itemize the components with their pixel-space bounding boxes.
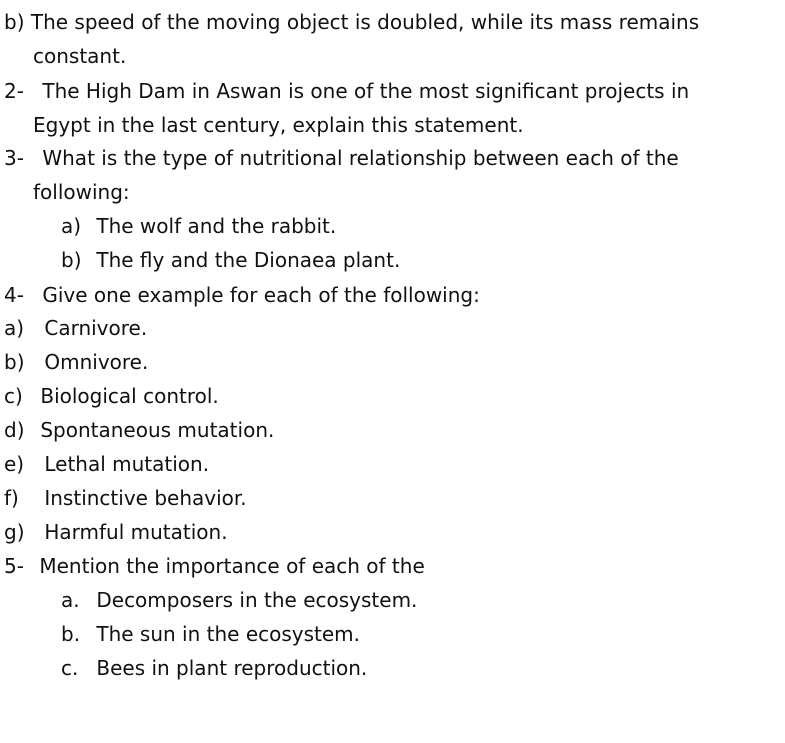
item-label: a. xyxy=(61,588,80,612)
question-text: What is the type of nutritional relationship between each of the xyxy=(42,146,679,170)
item-text: Biological control. xyxy=(40,384,219,408)
question-1-item-b xyxy=(4,10,699,34)
question-4-item-b xyxy=(4,350,148,374)
question-text: following: xyxy=(33,180,130,204)
item-text: Lethal mutation. xyxy=(44,452,210,476)
item-text: Carnivore. xyxy=(44,316,148,340)
question-text: The High Dam in Aswan is one of the most significant projects in xyxy=(42,79,690,103)
question-5 xyxy=(4,554,425,578)
item-label: b) xyxy=(61,248,82,272)
item-label: g) xyxy=(4,520,25,544)
question-number: 4- xyxy=(4,283,24,307)
item-text: constant. xyxy=(33,44,127,68)
question-5-item-c xyxy=(61,656,367,680)
item-text: The speed of the moving object is doubled, while its mass remains xyxy=(30,10,700,34)
item-text: The fly and the Dionaea plant. xyxy=(96,248,401,272)
item-label: b) xyxy=(4,10,25,34)
question-3-item-b xyxy=(61,248,400,272)
question-5-item-a xyxy=(61,588,417,612)
question-4-item-d xyxy=(4,418,274,442)
question-3-continuation xyxy=(33,180,130,204)
item-text: Omnivore. xyxy=(44,350,149,374)
item-label: c. xyxy=(61,656,79,680)
question-4-item-a xyxy=(4,316,147,340)
item-text: Harmful mutation. xyxy=(44,520,228,544)
item-text: Decomposers in the ecosystem. xyxy=(96,588,418,612)
question-2-continuation xyxy=(33,113,524,137)
item-label: e) xyxy=(4,452,25,476)
item-text: Bees in plant reproduction. xyxy=(96,656,368,680)
item-label: d) xyxy=(4,418,25,442)
question-number: 3- xyxy=(4,146,24,170)
question-4-item-g xyxy=(4,520,228,544)
item-label: f) xyxy=(4,486,19,510)
question-number: 5- xyxy=(4,554,24,578)
question-text: Mention the importance of each of the xyxy=(39,554,425,578)
question-4-item-f xyxy=(4,486,247,510)
question-2 xyxy=(4,79,689,103)
question-number: 2- xyxy=(4,79,24,103)
question-3-item-a xyxy=(61,214,336,238)
item-label: c) xyxy=(4,384,23,408)
item-text: Spontaneous mutation. xyxy=(40,418,275,442)
question-5-item-b xyxy=(61,622,360,646)
question-3 xyxy=(4,146,679,170)
item-text: Instinctive behavior. xyxy=(44,486,247,510)
question-4-item-c xyxy=(4,384,219,408)
question-text: Give one example for each of the following: xyxy=(42,283,480,307)
question-text: Egypt in the last century, explain this statement. xyxy=(33,113,524,137)
question-4-item-e xyxy=(4,452,209,476)
question-4 xyxy=(4,283,480,307)
item-text: The sun in the ecosystem. xyxy=(96,622,361,646)
item-label: b. xyxy=(61,622,81,646)
question-1-item-b-continuation xyxy=(33,44,126,68)
item-label: a) xyxy=(61,214,82,238)
item-label: a) xyxy=(4,316,25,340)
item-label: b) xyxy=(4,350,25,374)
item-text: The wolf and the rabbit. xyxy=(96,214,337,238)
